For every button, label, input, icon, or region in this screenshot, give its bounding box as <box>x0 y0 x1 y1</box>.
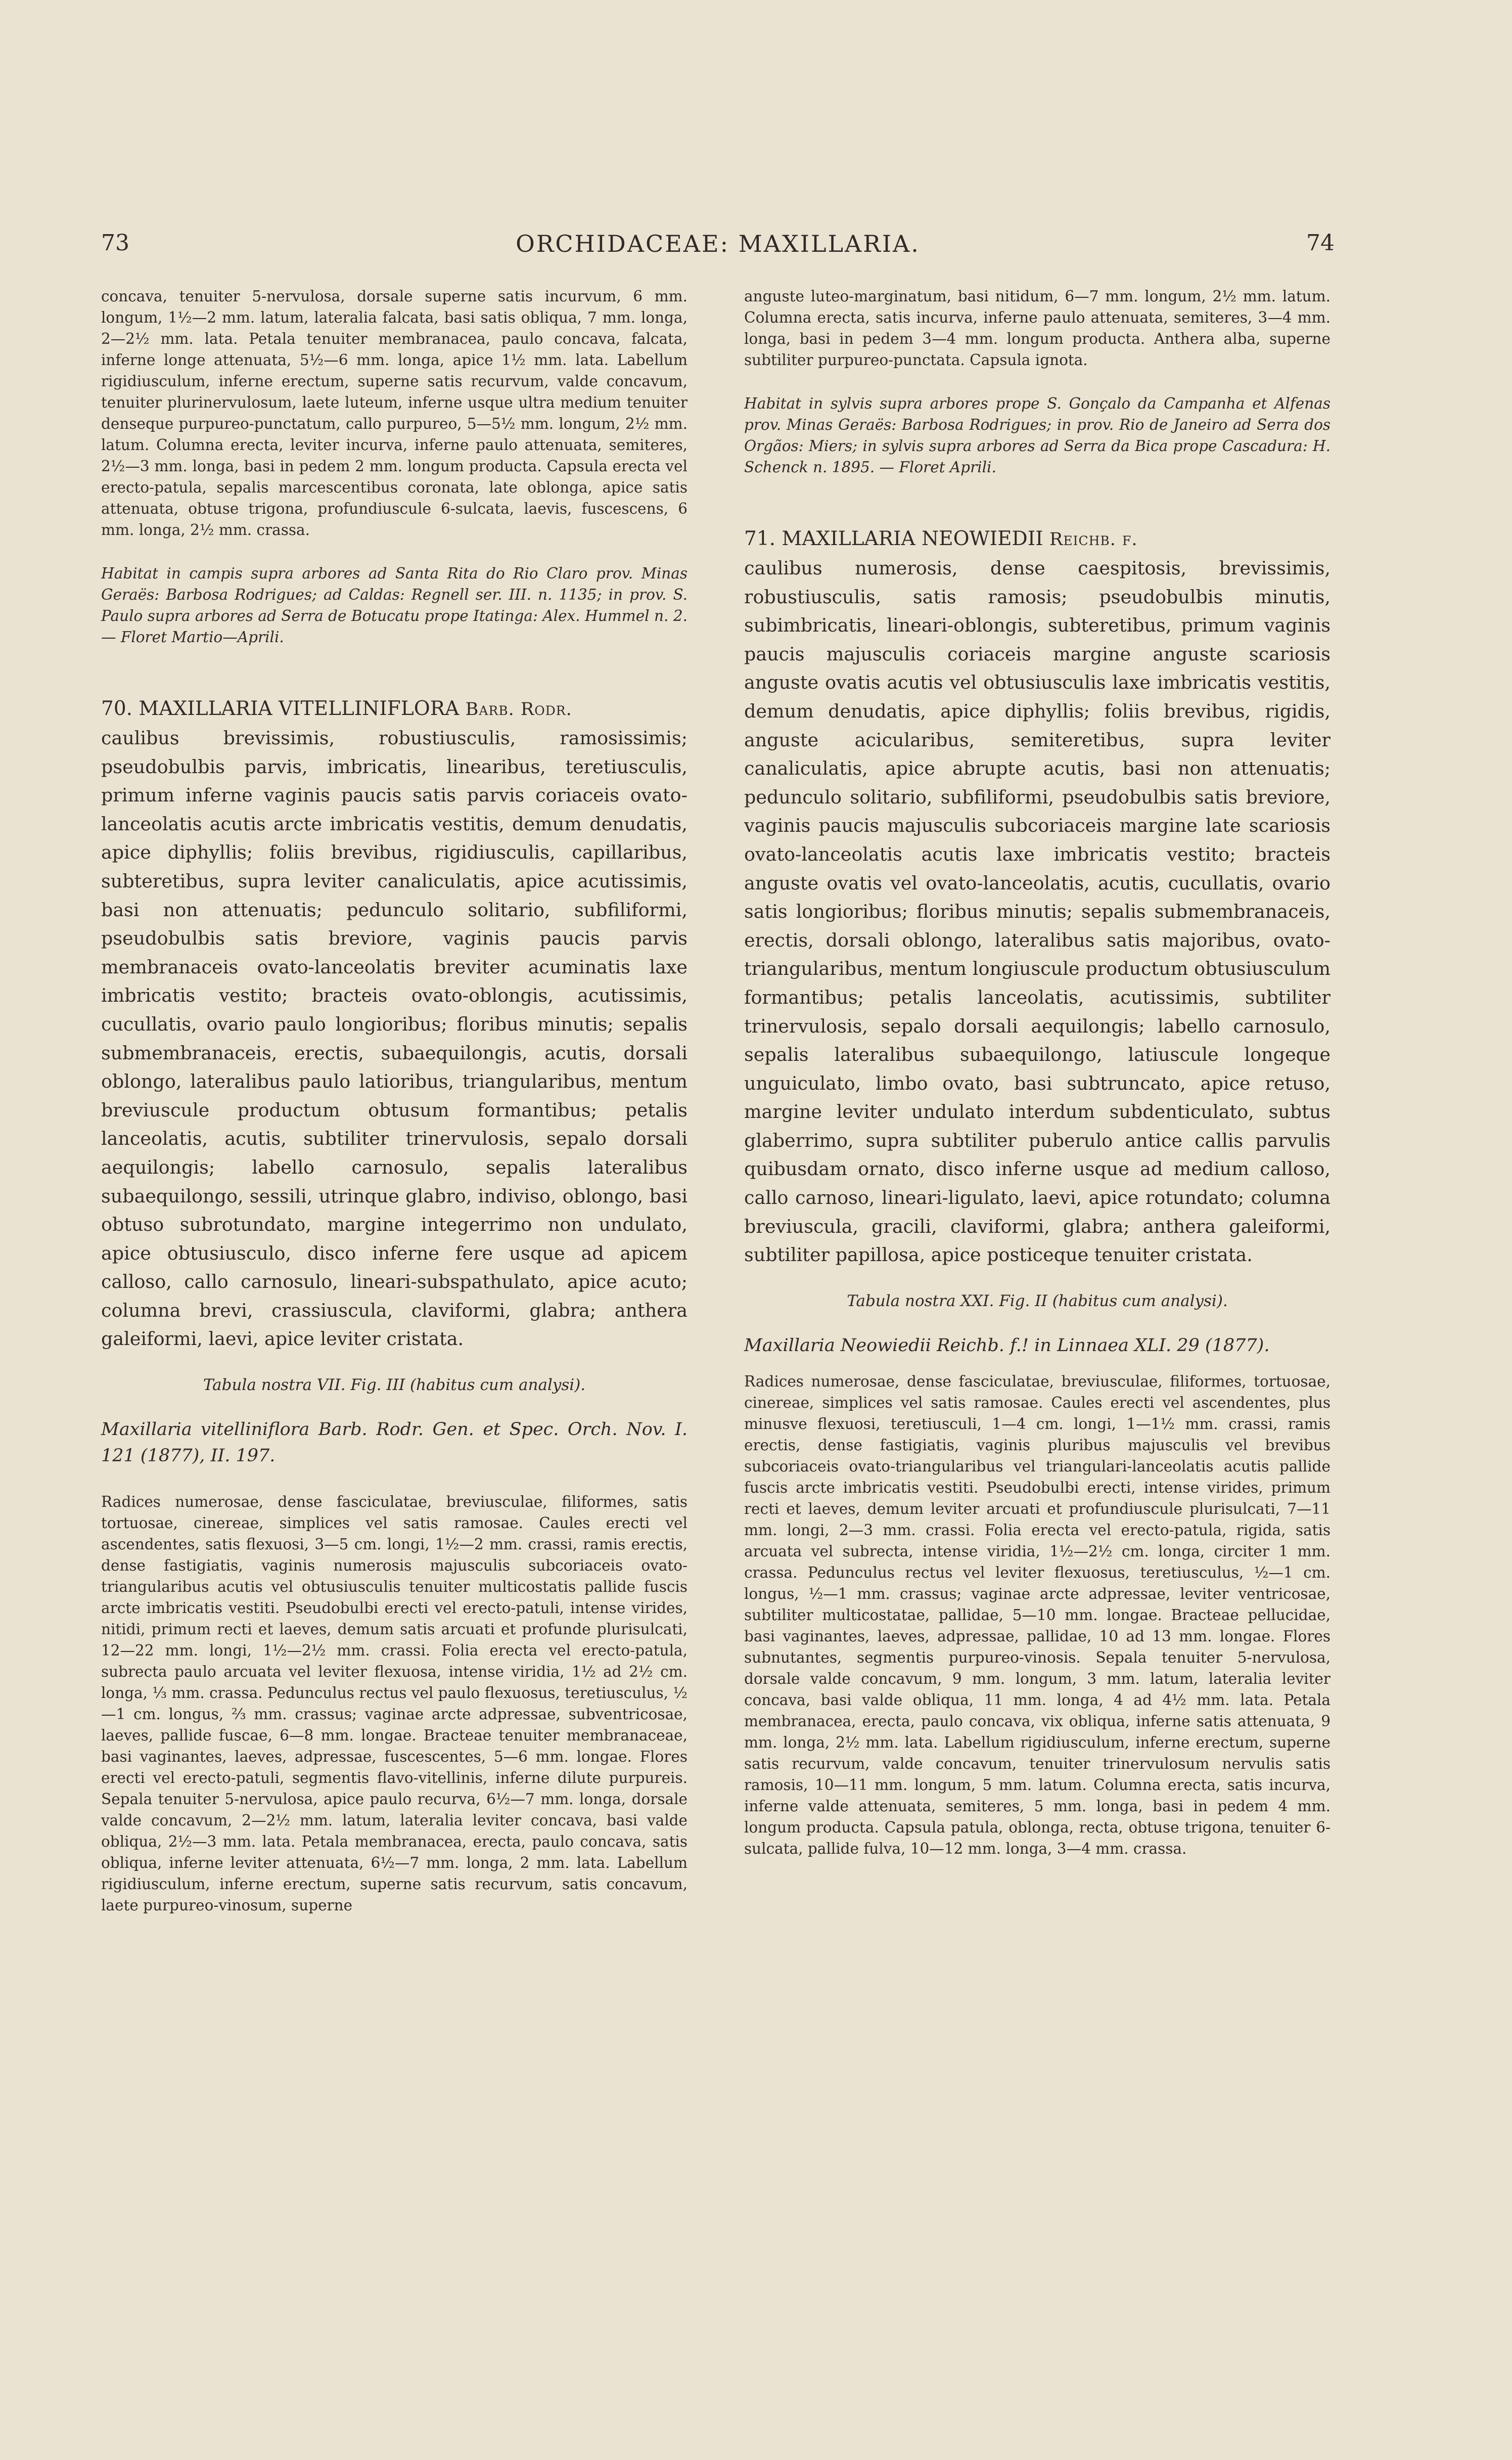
habitat-paragraph-right: Habitat in sylvis supra arbores prope S. Gonçalo da Campanha et Alfenas prov. Minas Geraës: Barbosa Rodrigues; in prov. Rio de Janeiro ad Serra dos Orgãos: Miers; in sylvis supra arbores ad Serra da Bica prope Cascadura: H. Schenck n. 1895. — Floret Aprili. <box>744 395 1331 476</box>
species-diagnosis-70: caulibus brevissimis, robustiusculis, ramosissimis; pseudobulbis parvis, imbricatis, linearibus, teretiusculis, primum inferne vaginis paucis satis parvis coriaceis ovato-lanceolatis acutis arcte imbricatis vestitis, demum denudatis, apice diphyllis; foliis brevibus, rigidiusculis, capillaribus, subteretibus, supra leviter canaliculatis, apice acutissimis, basi non attenuatis; pedunculo solitario, subfiliformi, pseudobulbis satis breviore, vaginis paucis parvis membranaceis ovato-lanceolatis breviter acuminatis laxe imbricatis vestito; bracteis ovato-oblongis, acutissimis, cucullatis, ovario paulo longioribus; floribus minutis; sepalis submembranaceis, erectis, subaequilongis, acutis, dorsali oblongo, lateralibus paulo latioribus, triangularibus, mentum breviuscule productum obtusum formantibus; petalis lanceolatis, acutis, subtiliter trinervulosis, sepalo dorsali aequilongis; labello carnosulo, sepalis lateralibus subaequilongo, sessili, utrinque glabro, indiviso, oblongo, basi obtuso subrotundato, margine integerrimo non undulato, apice obtusiusculo, disco inferne fere usque ad apicem calloso, callo carnosulo, lineari-subspathulato, apice acuto; columna brevi, crassiuscula, claviformi, glabra; anthera galeiformi, laevi, apice leviter cristata. <box>101 727 688 1350</box>
citation-71: Maxillaria Neowiedii Reichb. f.! in Linnaea XLI. 29 (1877). <box>744 1335 1270 1356</box>
habitat-paragraph: Habitat in campis supra arbores ad Santa Rita do Rio Claro prov. Minas Geraës: Barbosa Rodrigues; ad Caldas: Regnell ser. III. n. 1135; in prov. S. Paulo supra arbores ad Serra de Botucatu prope Itatinga: Alex. Hummel n. 2. — Floret Martio—Aprili. <box>101 565 688 646</box>
running-title: ORCHIDACEAE: MAXILLARIA. <box>516 230 920 257</box>
description-continuation-right: anguste luteo-marginatum, basi nitidum, 6—7 mm. longum, 2½ mm. latum. Columna erecta, satis incurva, inferne paulo attenuata, semiteres, 3—4 mm. longa, basi in pedem 3—4 mm. longum producta. Anthera alba, superne subtiliter purpureo-punctata. Capsula ignota. <box>744 288 1331 369</box>
citation-70: Maxillaria vitelliniflora Barb. Rodr. Gen. et Spec. Orch. Nov. I. 121 (1877), II. 197. <box>101 1419 688 1466</box>
species-heading-70 <box>101 694 688 724</box>
running-header <box>101 230 1335 271</box>
left-column <box>101 286 688 1916</box>
description-continuation: concava, tenuiter 5-nervulosa, dorsale superne satis incurvum, 6 mm. longum, 1½—2 mm. latum, lateralia falcata, basi satis obliqua, 7 mm. longa, 2—2½ mm. lata. Petala tenuiter membranacea, paulo concava, falcata, inferne longe attenuata, 5½—6 mm. longa, apice 1½ mm. lata. Labellum rigidiusculum, inferne erectum, superne satis recurvum, valde concavum, tenuiter plurinervulosum, laete luteum, inferne usque ultra medium tenuiter denseque purpureo-punctatum, callo purpureo, 5—5½ mm. longum, 2½ mm. latum. Columna erecta, leviter incurva, inferne paulo attenuata, semiteres, 2½—3 mm. longa, basi in pedem 2 mm. longum producta. Capsula erecta vel erecto-patula, sepalis marcescentibus coronata, late oblonga, apice satis attenuata, obtuse trigona, profundiuscule 6-sulcata, laevis, fuscescens, 6 mm. longa, 2½ mm. crassa. <box>101 288 688 539</box>
page-number-left: 73 <box>101 230 129 256</box>
plate-reference-70: Tabula nostra VII. Fig. III (habitus cum analysi). <box>203 1376 586 1395</box>
species-heading-71 <box>744 524 1331 554</box>
species-heading-71-author: Reichb. f. <box>1049 529 1138 550</box>
species-description-71: Radices numerosae, dense fasciculatae, breviusculae, filiformes, tortuosae, cinereae, simplices vel satis ramosae. Caules erecti vel ascendentes, plus minusve flexuosi, teretiusculi, 1—4 cm. longi, 1—1½ mm. crassi, ramis erectis, dense fastigiatis, vaginis pluribus majusculis vel brevibus subcoriaceis ovato-triangularibus vel triangulari-lanceolatis acutis pallide fuscis arcte imbricatis vestiti. Pseudobulbi erecti, intense virides, primum recti et laeves, demum leviter arcuati et profundiuscule plurisulcati, 7—11 mm. longi, 2—3 mm. crassi. Folia erecta vel erecto-patula, rigida, satis arcuata vel subrecta, intense viridia, 1½—2½ cm. longa, circiter 1 mm. crassa. Pedunculus rectus vel leviter flexuosus, teretiusculus, ½—1 cm. longus, ½—1 mm. crassus; vaginae arcte adpressae, leviter ventricosae, subtiliter multicostatae, pallidae, 5—10 mm. longae. Bracteae pellucidae, basi vaginantes, laeves, adpressae, pallidae, 10 ad 13 mm. longae. Flores subnutantes, segmentis purpureo-vinosis. Sepala tenuiter 5-nervulosa, dorsale valde concavum, 9 mm. longum, 3 mm. latum, lateralia leviter concava, basi valde obliqua, 11 mm. longa, 4 ad 4½ mm. lata. Petala membranacea, erecta, paulo concava, vix obliqua, inferne satis attenuata, 9 mm. longa, 2½ mm. lata. Labellum rigidiusculum, inferne erectum, superne satis recurvum, valde concavum, tenuiter trinervulosum nervulis satis ramosis, 10—11 mm. longum, 5 mm. latum. Columna erecta, satis incurva, inferne valde attenuata, semiteres, 5 mm. longa, basi in pedem 4 mm. longum producta. Capsula patula, oblonga, recta, obtuse trigona, tenuiter 6-sulcata, pallide fulva, 10—12 mm. longa, 3—4 mm. crassa. <box>744 1372 1331 1857</box>
species-heading-71-name: 71. MAXILLARIA NEOWIEDII <box>744 527 1043 550</box>
species-description-70: Radices numerosae, dense fasciculatae, breviusculae, filiformes, satis tortuosae, cinereae, simplices vel satis ramosae. Caules erecti vel ascendentes, satis flexuosi, 3—5 cm. longi, 1½—2 mm. crassi, ramis erectis, dense fastigiatis, vaginis numerosis majusculis subcoriaceis ovato-triangularibus acutis vel obtusiusculis tenuiter multicostatis pallide fuscis arcte imbricatis vestiti. Pseudobulbi erecti vel erecto-patuli, intense virides, nitidi, primum recti et laeves, demum satis arcuati et profunde plurisulcati, 12—22 mm. longi, 1½—2½ mm. crassi. Folia erecta vel erecto-patula, subrecta paulo arcuata vel leviter flexuosa, intense viridia, 1½ ad 2½ cm. longa, ⅓ mm. crassa. Pedunculus rectus vel paulo flexuosus, teretiusculus, ½—1 cm. longus, ⅔ mm. crassus; vaginae arcte adpressae, subventricosae, laeves, pallide fuscae, 6—8 mm. longae. Bracteae tenuiter membranaceae, basi vaginantes, laeves, adpressae, fuscescentes, 5—6 mm. longae. Flores erecti vel erecto-patuli, segmentis flavo-vitellinis, inferne dilute purpureis. Sepala tenuiter 5-nervulosa, apice paulo recurva, 6½—7 mm. longa, dorsale valde concavum, 2—2½ mm. latum, lateralia leviter concava, basi valde obliqua, 2½—3 mm. lata. Petala membranacea, erecta, paulo concava, satis obliqua, inferne leviter attenuata, 6½—7 mm. longa, 2 mm. lata. Labellum rigidiusculum, inferne erectum, superne satis recurvum, satis concavum, laete purpureo-vinosum, superne <box>101 1493 688 1914</box>
right-column <box>744 286 1331 1859</box>
species-heading-70-name: 70. MAXILLARIA VITELLINIFLORA <box>101 697 460 720</box>
plate-reference-71: Tabula nostra XXI. Fig. II (habitus cum analysi). <box>847 1291 1228 1310</box>
species-diagnosis-71: caulibus numerosis, dense caespitosis, brevissimis, robustiusculis, satis ramosis; pseudobulbis minutis, subimbricatis, lineari-oblongis, subteretibus, primum vaginis paucis majusculis coriaceis margine anguste scariosis anguste ovatis acutis vel obtusiusculis laxe imbricatis vestitis, demum denudatis, apice diphyllis; foliis brevibus, rigidis, anguste acicularibus, semiteretibus, supra leviter canaliculatis, apice abrupte acutis, basi non attenuatis; pedunculo solitario, subfiliformi, pseudobulbis satis breviore, vaginis paucis majusculis subcoriaceis margine late scariosis ovato-lanceolatis acutis laxe imbricatis vestito; bracteis anguste ovatis vel ovato-lanceolatis, acutis, cucullatis, ovario satis longioribus; floribus minutis; sepalis submembranaceis, erectis, dorsali oblongo, lateralibus satis majoribus, ovato-triangularibus, mentum longiuscule productum obtusiusculum formantibus; petalis lanceolatis, acutissimis, subtiliter trinervulosis, sepalo dorsali aequilongis; labello carnosulo, sepalis lateralibus subaequilongo, latiuscule longeque unguiculato, limbo ovato, basi subtruncato, apice retuso, margine leviter undulato interdum subdenticulato, subtus glaberrimo, supra subtiliter puberulo antice callis parvulis quibusdam ornato, disco inferne usque ad medium calloso, callo carnoso, lineari-ligulato, laevi, apice rotundato; columna breviuscula, gracili, claviformi, glabra; anthera galeiformi, subtiliter papillosa, apice posticeque tenuiter cristata. <box>744 557 1331 1266</box>
species-heading-70-author: Barb. Rodr. <box>465 699 572 720</box>
page-number-right: 74 <box>1306 230 1335 256</box>
